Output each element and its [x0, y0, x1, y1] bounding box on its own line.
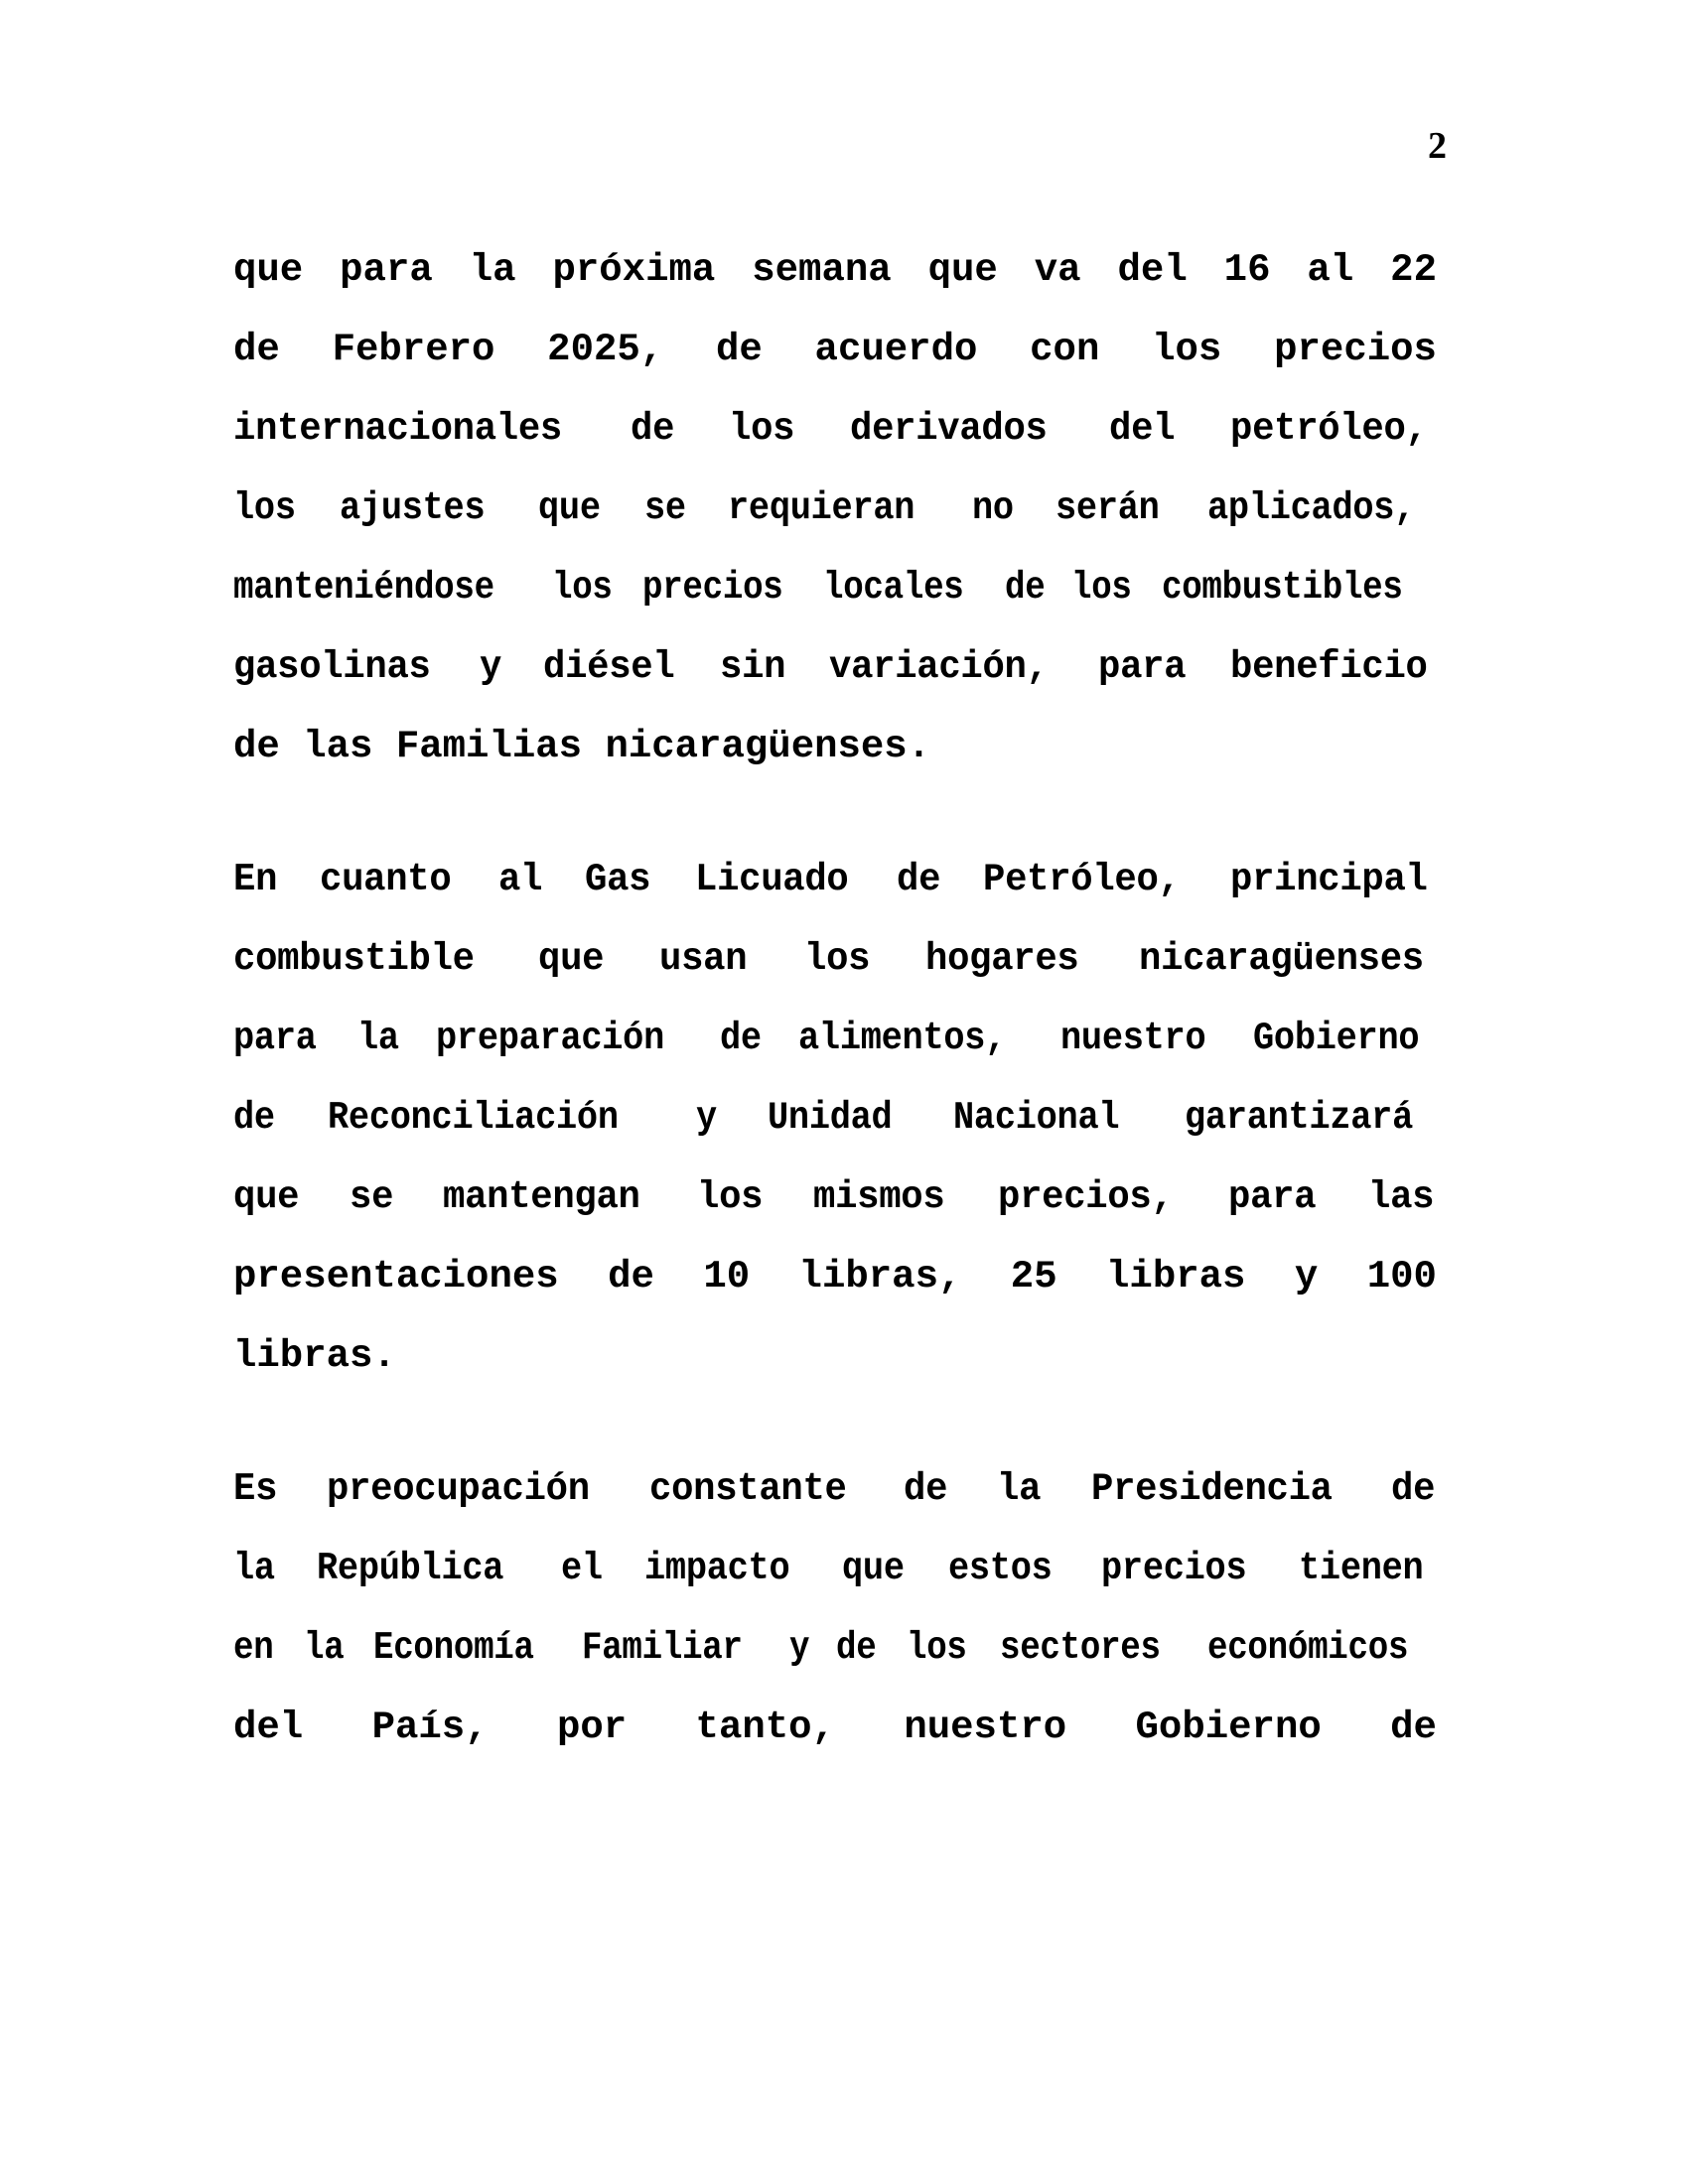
word: internacionales — [233, 407, 562, 451]
word: y — [696, 1096, 718, 1140]
word: los — [803, 937, 870, 981]
word: manteniéndose — [233, 566, 494, 610]
word: que — [538, 937, 605, 981]
word: que — [233, 248, 304, 292]
word: mantengan — [442, 1175, 640, 1219]
word: que — [537, 486, 601, 530]
text-line — [233, 919, 1437, 999]
word: preocupación — [327, 1467, 590, 1511]
word: próxima — [552, 248, 716, 292]
word: que — [927, 248, 998, 292]
word: Petróleo, — [982, 858, 1181, 901]
word: Gas — [585, 858, 651, 901]
word: y — [480, 645, 502, 689]
word: sin — [720, 645, 786, 689]
word: los — [1152, 328, 1222, 371]
word: requieran — [727, 486, 915, 530]
word: 22 — [1390, 248, 1437, 292]
word: para — [233, 1017, 317, 1060]
word: nuestro — [1059, 1017, 1206, 1060]
text-line — [233, 1688, 1437, 1767]
text-line — [233, 840, 1437, 919]
word: Gobierno — [1253, 1017, 1420, 1060]
word: precios — [1100, 1547, 1247, 1590]
word: los — [1071, 566, 1133, 610]
word: de — [233, 1096, 275, 1140]
word: para — [1098, 645, 1187, 689]
word: con — [1030, 328, 1100, 371]
word: económicos — [1206, 1626, 1409, 1670]
word: nuestro — [904, 1706, 1067, 1749]
word: tanto, — [695, 1706, 835, 1749]
word: variación, — [829, 645, 1049, 689]
word: de — [630, 407, 674, 451]
page-number: 2 — [1428, 125, 1447, 167]
word: de — [720, 1017, 763, 1060]
word: hogares — [924, 937, 1079, 981]
word: República — [317, 1547, 504, 1590]
text-line — [233, 627, 1437, 707]
word: País, — [371, 1706, 489, 1749]
word: va — [1034, 248, 1081, 292]
word: acuerdo — [814, 328, 978, 371]
text-line — [233, 389, 1437, 469]
word: se — [643, 486, 686, 530]
text-line — [233, 469, 1437, 548]
word: del — [1108, 407, 1175, 451]
word: cuanto — [320, 858, 452, 901]
word: en — [233, 1626, 274, 1670]
word: de — [836, 1626, 877, 1670]
word: libras — [1106, 1255, 1246, 1298]
word: Es — [233, 1467, 278, 1511]
word: combustible — [233, 937, 475, 981]
word: 100 — [1366, 1255, 1437, 1298]
word: los — [696, 1175, 763, 1219]
word: tienen — [1299, 1547, 1424, 1590]
word: alimentos, — [798, 1017, 1007, 1060]
word: Licuado — [694, 858, 849, 901]
word: precios, — [997, 1175, 1174, 1219]
word: precios — [641, 566, 783, 610]
word: las — [1367, 1175, 1434, 1219]
word: 16 — [1223, 248, 1271, 292]
word: la — [303, 1626, 345, 1670]
word: los — [728, 407, 794, 451]
text-line — [233, 1449, 1437, 1529]
word: los — [233, 486, 296, 530]
word: derivados — [849, 407, 1048, 451]
word: 10 — [703, 1255, 751, 1298]
word: por — [556, 1706, 628, 1749]
text-line — [233, 1078, 1437, 1158]
word: al — [1307, 248, 1354, 292]
word: para — [1228, 1175, 1317, 1219]
word: En — [233, 858, 278, 901]
text-line — [233, 1529, 1437, 1608]
word: beneficio — [1230, 645, 1428, 689]
word: la — [997, 1467, 1042, 1511]
word: se — [350, 1175, 394, 1219]
paragraph-1 — [233, 230, 1437, 786]
word: que — [842, 1547, 906, 1590]
text-line — [233, 999, 1437, 1078]
word: impacto — [643, 1547, 790, 1590]
word: locales — [823, 566, 964, 610]
word: Gobierno — [1135, 1706, 1322, 1749]
word: Unidad — [767, 1096, 893, 1140]
word: libras, — [798, 1255, 962, 1298]
word: Reconciliación — [327, 1096, 619, 1140]
word: y — [1294, 1255, 1319, 1298]
word: de — [904, 1467, 948, 1511]
word: sectores — [999, 1626, 1161, 1670]
word: petróleo, — [1230, 407, 1428, 451]
word: de — [1390, 1467, 1435, 1511]
word: principal — [1230, 858, 1428, 901]
word: no — [971, 486, 1014, 530]
text-line — [233, 310, 1437, 389]
word: para — [340, 248, 433, 292]
word: constante — [649, 1467, 847, 1511]
word: preparación — [435, 1017, 664, 1060]
text-line: libras. — [233, 1334, 396, 1378]
word: de — [715, 328, 763, 371]
word: estos — [948, 1547, 1054, 1590]
word: aplicados, — [1206, 486, 1416, 530]
word: la — [469, 248, 516, 292]
word: del — [1117, 248, 1188, 292]
word: Nacional — [952, 1096, 1119, 1140]
word: serán — [1055, 486, 1160, 530]
paragraph-3 — [233, 1449, 1437, 1767]
word: los — [906, 1626, 967, 1670]
word: de — [608, 1255, 654, 1298]
document-body — [233, 230, 1437, 1767]
word: 2025, — [547, 328, 664, 371]
word: usan — [659, 937, 748, 981]
word: Familiar — [581, 1626, 743, 1670]
text-line — [233, 1608, 1437, 1688]
word: diésel — [542, 645, 674, 689]
word: combustibles — [1161, 566, 1403, 610]
word: garantizará — [1184, 1096, 1413, 1140]
word: semana — [752, 248, 892, 292]
word: Febrero — [332, 328, 495, 371]
word: mismos — [812, 1175, 944, 1219]
word: Presidencia — [1090, 1467, 1333, 1511]
word: de — [896, 858, 940, 901]
word: gasolinas — [233, 645, 431, 689]
word: nicaragüenses — [1138, 937, 1424, 981]
word: al — [498, 858, 543, 901]
text-line — [233, 1158, 1437, 1237]
word: de — [1390, 1706, 1437, 1749]
word: 25 — [1010, 1255, 1057, 1298]
word: presentaciones — [233, 1255, 559, 1298]
word: ajustes — [340, 486, 486, 530]
word: de — [1005, 566, 1046, 610]
word: la — [233, 1547, 275, 1590]
word: la — [356, 1017, 399, 1060]
word: que — [233, 1175, 300, 1219]
word: los — [552, 566, 614, 610]
word: del — [233, 1706, 304, 1749]
word: y — [788, 1626, 809, 1670]
word: Economía — [373, 1626, 534, 1670]
text-line — [233, 230, 1437, 310]
word: precios — [1274, 328, 1437, 371]
text-line: de las Familias nicaragüenses. — [233, 725, 931, 768]
text-line — [233, 1237, 1437, 1316]
paragraph-2 — [233, 840, 1437, 1396]
text-line — [233, 548, 1437, 627]
word: el — [560, 1547, 603, 1590]
word: de — [233, 328, 280, 371]
